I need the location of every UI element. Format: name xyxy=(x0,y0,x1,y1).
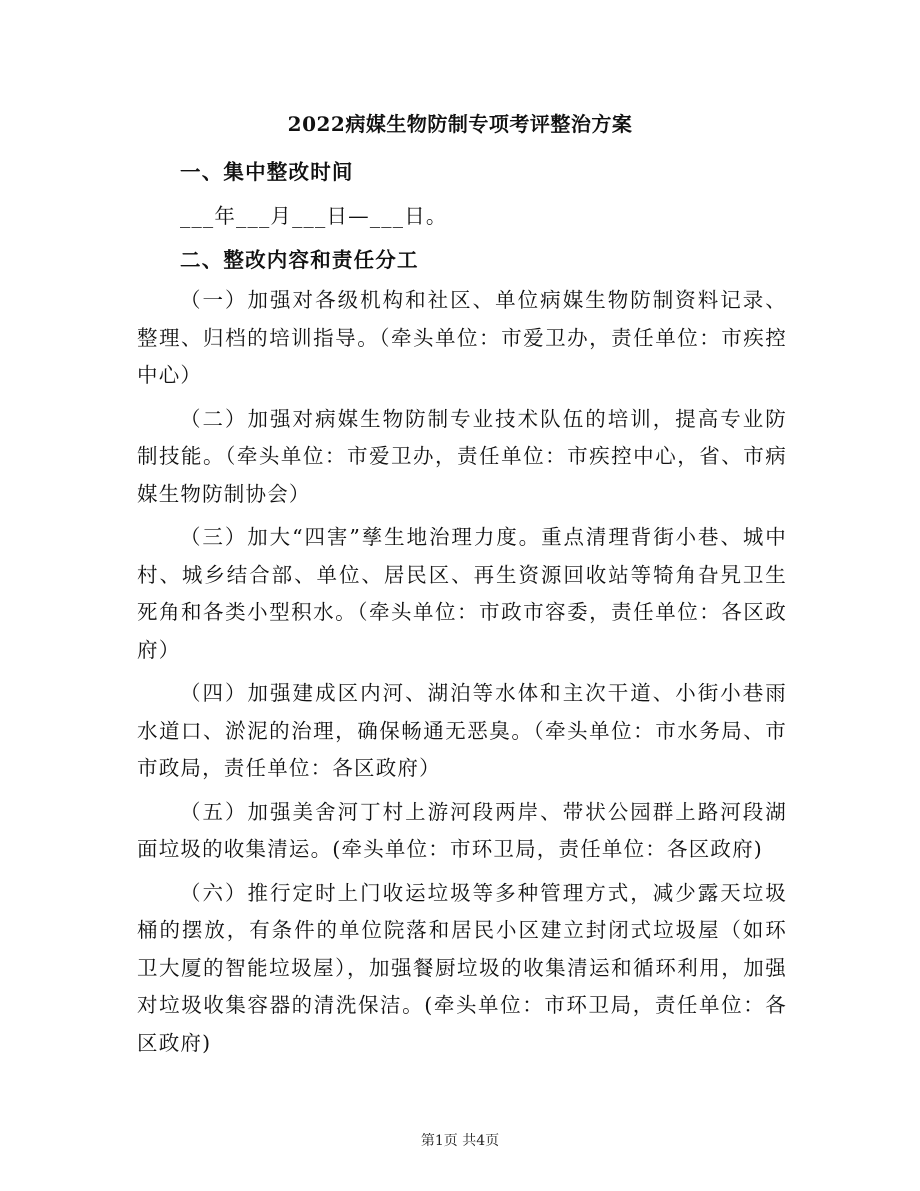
list-item: （五）加强美舍河丁村上游河段两岸、带状公园群上路河段湖面垃圾的收集清运。(牵头单位：市环卫局，责任单位：各区政府) xyxy=(137,799,787,861)
page-number-footer: 第1页 共4页 xyxy=(420,1133,500,1149)
list-item: （六）推行定时上门收运垃圾等多种管理方式，减少露天垃圾桶的摆放，有条件的单位院落和居民小区建立封闭式垃圾屋（如环卫大厦的智能垃圾屋），加强餐厨垃圾的收集清运和循环利用，加强对垃圾收集容器的清洗保洁。(牵头单位：市环卫局，责任单位：各区政府) xyxy=(137,880,787,1055)
section-heading-time: 一、集中整改时间 xyxy=(180,160,354,184)
list-item: （四）加强建成区内河、湖泊等水体和主次干道、小街小巷雨水道口、淤泥的治理，确保畅通无恶臭。（牵头单位：市水务局、市市政局，责任单位：各区政府） xyxy=(137,681,787,780)
document-body xyxy=(137,150,787,1062)
list-item: （三）加大“四害”孳生地治理力度。重点清理背街小巷、城中村、城乡结合部、单位、居民区、再生资源回收站等犄角旮旯卫生死角和各类小型积水。（牵头单位：市政市容委，责任单位：各区政府） xyxy=(137,525,787,662)
list-item: （一）加强对各级机构和社区、单位病媒生物防制资料记录、整理、归档的培训指导。（牵头单位：市爱卫办，责任单位：市疾控中心） xyxy=(137,288,787,387)
section-heading-content: 二、整改内容和责任分工 xyxy=(180,248,419,272)
list-item: （二）加强对病媒生物防制专业技术队伍的培训，提高专业防制技能。（牵头单位：市爱卫办，责任单位：市疾控中心，省、市病媒生物防制协会） xyxy=(137,406,787,506)
document-title: 2022病媒生物防制专项考评整治方案 xyxy=(287,112,633,136)
rectification-date-line: ___年___月___日—___日。 xyxy=(180,204,448,228)
